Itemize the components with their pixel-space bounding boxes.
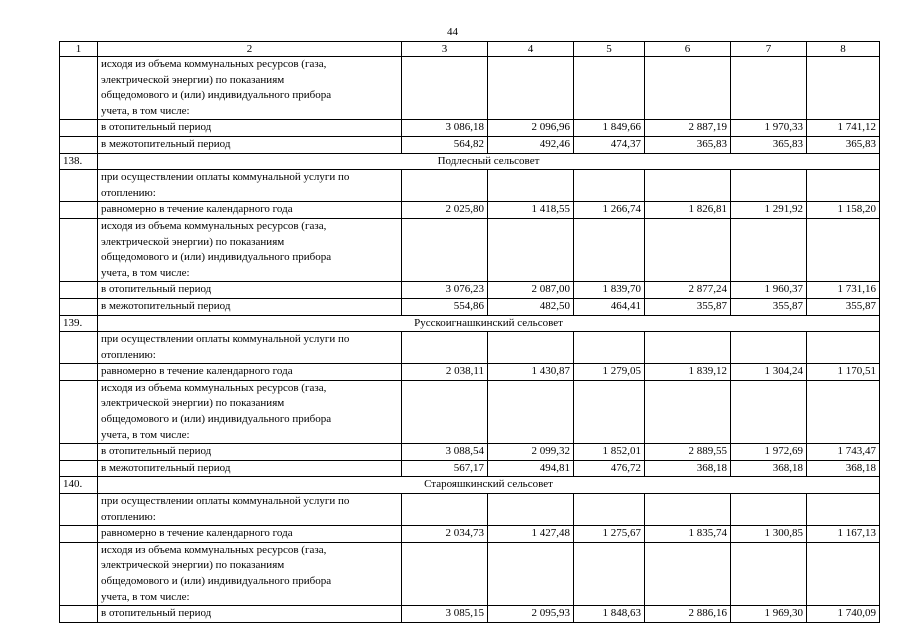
row-number-cell <box>60 170 98 202</box>
empty-cell <box>645 542 731 605</box>
empty-cell <box>807 218 880 281</box>
value-cell: 368,18 <box>731 460 807 477</box>
value-cell: 494,81 <box>488 460 574 477</box>
value-cell: 1 743,47 <box>807 444 880 461</box>
empty-cell <box>731 542 807 605</box>
page-number: 44 <box>447 26 458 38</box>
empty-cell <box>574 218 645 281</box>
row-number-cell <box>60 202 98 219</box>
header-cell: 8 <box>807 42 880 57</box>
header-cell: 3 <box>402 42 488 57</box>
description-line: электрической энергии) по показаниям <box>101 559 285 572</box>
description-line: при осуществлении оплаты коммунальной услуги по <box>101 495 350 508</box>
description-line: при осуществлении оплаты коммунальной услуги по <box>101 333 350 346</box>
row-number-cell <box>60 332 98 364</box>
value-cell: 476,72 <box>574 460 645 477</box>
empty-cell <box>645 57 731 120</box>
header-cell: 1 <box>60 42 98 57</box>
row-label: в отопительный период <box>98 606 402 623</box>
value-cell: 474,37 <box>574 136 645 153</box>
description-line: учета, в том числе: <box>101 590 190 603</box>
row-label: равномерно в течение календарного года <box>98 364 402 381</box>
row-label: в межотопительный период <box>98 460 402 477</box>
value-cell: 1 839,12 <box>645 364 731 381</box>
value-cell: 355,87 <box>645 298 731 315</box>
row-number-cell <box>60 606 98 623</box>
empty-cell <box>574 332 645 364</box>
empty-cell <box>402 494 488 526</box>
value-cell: 1 849,66 <box>574 120 645 137</box>
value-cell: 368,18 <box>645 460 731 477</box>
value-cell: 2 877,24 <box>645 282 731 299</box>
value-cell: 2 096,96 <box>488 120 574 137</box>
table-row <box>60 136 880 153</box>
empty-cell <box>807 380 880 443</box>
table-row <box>60 364 880 381</box>
row-number-cell <box>60 526 98 543</box>
description-cell <box>98 170 402 202</box>
value-cell: 1 740,09 <box>807 606 880 623</box>
description-row <box>60 494 880 526</box>
value-cell: 1 852,01 <box>574 444 645 461</box>
empty-cell <box>574 380 645 443</box>
row-number-cell <box>60 380 98 443</box>
empty-cell <box>645 218 731 281</box>
value-cell: 2 034,73 <box>402 526 488 543</box>
empty-cell <box>807 332 880 364</box>
row-label: равномерно в течение календарного года <box>98 202 402 219</box>
row-number-cell <box>60 136 98 153</box>
empty-cell <box>488 542 574 605</box>
value-cell: 1 304,24 <box>731 364 807 381</box>
row-number-cell <box>60 460 98 477</box>
table-row <box>60 444 880 461</box>
value-cell: 567,17 <box>402 460 488 477</box>
table-row <box>60 282 880 299</box>
value-cell: 355,87 <box>807 298 880 315</box>
value-cell: 1 158,20 <box>807 202 880 219</box>
value-cell: 1 848,63 <box>574 606 645 623</box>
header-cell: 6 <box>645 42 731 57</box>
header-cell: 4 <box>488 42 574 57</box>
description-cell <box>98 542 402 605</box>
description-line: электрической энергии) по показаниям <box>101 235 285 248</box>
description-line: общедомового и (или) индивидуального прибора <box>101 575 332 587</box>
row-number-cell <box>60 298 98 315</box>
section-title: Старояшкинский сельсовет <box>98 477 880 494</box>
description-line: исходя из объема коммунальных ресурсов (газа, <box>101 58 327 70</box>
description-line: отоплению: <box>101 510 156 523</box>
section-row <box>60 477 880 494</box>
empty-cell <box>574 542 645 605</box>
description-line: электрической энергии) по показаниям <box>101 397 285 410</box>
description-cell <box>98 494 402 526</box>
row-label: в межотопительный период <box>98 298 402 315</box>
value-cell: 368,18 <box>807 460 880 477</box>
value-cell: 2 099,32 <box>488 444 574 461</box>
header-row <box>60 42 880 57</box>
empty-cell <box>731 170 807 202</box>
section-number: 140. <box>60 477 98 494</box>
description-line: электрической энергии) по показаниям <box>101 73 285 86</box>
value-cell: 1 970,33 <box>731 120 807 137</box>
row-number-cell <box>60 364 98 381</box>
empty-cell <box>488 494 574 526</box>
empty-cell <box>402 57 488 120</box>
section-title: Русскоигнашкинский сельсовет <box>98 315 880 332</box>
description-line: при осуществлении оплаты коммунальной услуги по <box>101 171 350 184</box>
empty-cell <box>402 542 488 605</box>
description-cell <box>98 57 402 120</box>
empty-cell <box>807 57 880 120</box>
value-cell: 365,83 <box>731 136 807 153</box>
empty-cell <box>574 494 645 526</box>
description-row <box>60 542 880 605</box>
tariff-table <box>59 41 880 623</box>
value-cell: 1 167,13 <box>807 526 880 543</box>
table-row <box>60 526 880 543</box>
empty-cell <box>731 494 807 526</box>
row-number-cell <box>60 542 98 605</box>
value-cell: 1 427,48 <box>488 526 574 543</box>
value-cell: 1 300,85 <box>731 526 807 543</box>
description-line: общедомового и (или) индивидуального прибора <box>101 251 332 264</box>
value-cell: 1 279,05 <box>574 364 645 381</box>
row-number-cell <box>60 120 98 137</box>
description-line: учета, в том числе: <box>101 104 190 117</box>
value-cell: 365,83 <box>645 136 731 153</box>
value-cell: 1 839,70 <box>574 282 645 299</box>
description-row <box>60 218 880 281</box>
empty-cell <box>645 380 731 443</box>
empty-cell <box>574 57 645 120</box>
empty-cell <box>731 218 807 281</box>
empty-cell <box>731 380 807 443</box>
section-number: 139. <box>60 315 98 332</box>
empty-cell <box>574 170 645 202</box>
value-cell: 2 038,11 <box>402 364 488 381</box>
description-row <box>60 57 880 120</box>
row-number-cell <box>60 444 98 461</box>
value-cell: 1 418,55 <box>488 202 574 219</box>
value-cell: 464,41 <box>574 298 645 315</box>
section-row <box>60 153 880 170</box>
description-row <box>60 380 880 443</box>
value-cell: 365,83 <box>807 136 880 153</box>
description-line: учета, в том числе: <box>101 266 190 279</box>
description-cell <box>98 380 402 443</box>
empty-cell <box>807 170 880 202</box>
value-cell: 2 095,93 <box>488 606 574 623</box>
section-number: 138. <box>60 153 98 170</box>
value-cell: 3 086,18 <box>402 120 488 137</box>
row-number-cell <box>60 282 98 299</box>
empty-cell <box>488 57 574 120</box>
value-cell: 1 835,74 <box>645 526 731 543</box>
description-line: общедомового и (или) индивидуального прибора <box>101 413 332 426</box>
value-cell: 2 889,55 <box>645 444 731 461</box>
empty-cell <box>645 170 731 202</box>
value-cell: 1 430,87 <box>488 364 574 381</box>
row-label: равномерно в течение календарного года <box>98 526 402 543</box>
empty-cell <box>645 494 731 526</box>
empty-cell <box>402 332 488 364</box>
description-line: исходя из объема коммунальных ресурсов (газа, <box>101 219 327 232</box>
table-row <box>60 298 880 315</box>
empty-cell <box>488 218 574 281</box>
empty-cell <box>402 380 488 443</box>
value-cell: 355,87 <box>731 298 807 315</box>
value-cell: 492,46 <box>488 136 574 153</box>
empty-cell <box>731 57 807 120</box>
table-row <box>60 120 880 137</box>
empty-cell <box>488 170 574 202</box>
empty-cell <box>488 332 574 364</box>
value-cell: 1 741,12 <box>807 120 880 137</box>
empty-cell <box>488 380 574 443</box>
row-label: в отопительный период <box>98 120 402 137</box>
row-number-cell <box>60 494 98 526</box>
description-cell <box>98 218 402 281</box>
value-cell: 1 969,30 <box>731 606 807 623</box>
value-cell: 1 266,74 <box>574 202 645 219</box>
empty-cell <box>402 170 488 202</box>
value-cell: 3 088,54 <box>402 444 488 461</box>
empty-cell <box>402 218 488 281</box>
table-body <box>60 42 880 623</box>
value-cell: 1 731,16 <box>807 282 880 299</box>
value-cell: 482,50 <box>488 298 574 315</box>
empty-cell <box>645 332 731 364</box>
row-label: в отопительный период <box>98 444 402 461</box>
value-cell: 3 076,23 <box>402 282 488 299</box>
table-row <box>60 606 880 623</box>
value-cell: 2 087,00 <box>488 282 574 299</box>
row-label: в отопительный период <box>98 282 402 299</box>
value-cell: 2 886,16 <box>645 606 731 623</box>
empty-cell <box>807 542 880 605</box>
empty-cell <box>731 332 807 364</box>
value-cell: 2 025,80 <box>402 202 488 219</box>
header-cell: 2 <box>98 42 402 57</box>
description-cell <box>98 332 402 364</box>
value-cell: 554,86 <box>402 298 488 315</box>
table-row <box>60 460 880 477</box>
value-cell: 1 291,92 <box>731 202 807 219</box>
value-cell: 564,82 <box>402 136 488 153</box>
value-cell: 1 826,81 <box>645 202 731 219</box>
row-number-cell <box>60 57 98 120</box>
section-title: Подлесный сельсовет <box>98 153 880 170</box>
header-cell: 5 <box>574 42 645 57</box>
description-line: исходя из объема коммунальных ресурсов (газа, <box>101 381 327 394</box>
value-cell: 1 972,69 <box>731 444 807 461</box>
description-line: учета, в том числе: <box>101 428 190 441</box>
table-row <box>60 202 880 219</box>
description-line: исходя из объема коммунальных ресурсов (газа, <box>101 543 327 556</box>
row-label: в межотопительный период <box>98 136 402 153</box>
value-cell: 3 085,15 <box>402 606 488 623</box>
description-row <box>60 332 880 364</box>
value-cell: 1 275,67 <box>574 526 645 543</box>
description-line: отоплению: <box>101 348 156 361</box>
value-cell: 1 170,51 <box>807 364 880 381</box>
value-cell: 2 887,19 <box>645 120 731 137</box>
header-cell: 7 <box>731 42 807 57</box>
section-row <box>60 315 880 332</box>
row-number-cell <box>60 218 98 281</box>
description-line: общедомового и (или) индивидуального прибора <box>101 89 332 102</box>
value-cell: 1 960,37 <box>731 282 807 299</box>
description-line: отоплению: <box>101 186 156 199</box>
empty-cell <box>807 494 880 526</box>
description-row <box>60 170 880 202</box>
